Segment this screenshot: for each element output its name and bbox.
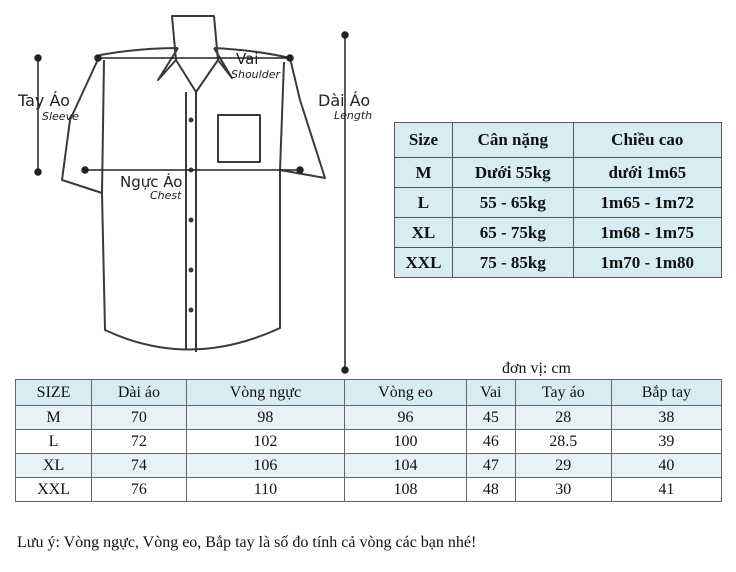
table-cell: 48 <box>466 478 515 502</box>
table-cell: 38 <box>611 406 721 430</box>
table-cell: 1m68 - 1m75 <box>573 218 721 248</box>
table-cell: 72 <box>92 430 187 454</box>
table-header-cell: Vòng eo <box>345 380 467 406</box>
table-cell: 70 <box>92 406 187 430</box>
shoulder-label: Vai <box>236 50 259 68</box>
table-cell: 55 - 65kg <box>452 188 573 218</box>
table-cell: 110 <box>186 478 344 502</box>
table-header-cell: SIZE <box>16 380 92 406</box>
table-cell: dưới 1m65 <box>573 158 721 188</box>
table-cell: 29 <box>515 454 611 478</box>
table-cell: L <box>395 188 453 218</box>
chest-sub-label: Chest <box>150 189 182 202</box>
table-header-cell: Cân nặng <box>452 123 573 158</box>
table-cell: 76 <box>92 478 187 502</box>
table-cell: 100 <box>345 430 467 454</box>
table-cell: 40 <box>611 454 721 478</box>
table-cell: 28.5 <box>515 430 611 454</box>
table-row <box>16 454 722 478</box>
table-cell: M <box>395 158 453 188</box>
table-cell: 104 <box>345 454 467 478</box>
table-cell: 1m65 - 1m72 <box>573 188 721 218</box>
shirt-diagram <box>0 0 380 375</box>
table-cell: XXL <box>16 478 92 502</box>
table-cell: M <box>16 406 92 430</box>
table-row <box>395 218 722 248</box>
table-cell: XXL <box>395 248 453 278</box>
table-cell: Dưới 55kg <box>452 158 573 188</box>
table-cell: 28 <box>515 406 611 430</box>
unit-note: đơn vị: cm <box>502 360 571 377</box>
table-header-cell: Chiều cao <box>573 123 721 158</box>
footnote: Lưu ý: Vòng ngực, Vòng eo, Bắp tay là số đo tính cả vòng các bạn nhé! <box>17 534 477 551</box>
size-weight-table <box>394 122 722 278</box>
table-cell: 98 <box>186 406 344 430</box>
table-cell: 30 <box>515 478 611 502</box>
table-cell: 39 <box>611 430 721 454</box>
sleeve-sub-label: Sleeve <box>42 110 79 123</box>
table-cell: 46 <box>466 430 515 454</box>
table-cell: XL <box>16 454 92 478</box>
table-header-cell: Tay áo <box>515 380 611 406</box>
table-cell: 106 <box>186 454 344 478</box>
table-cell: 1m70 - 1m80 <box>573 248 721 278</box>
table-cell: 102 <box>186 430 344 454</box>
table-row <box>16 478 722 502</box>
table-header-cell: Vòng ngực <box>186 380 344 406</box>
table-cell: 96 <box>345 406 467 430</box>
table-row <box>395 158 722 188</box>
length-label: Dài Áo <box>318 91 371 110</box>
measurement-table <box>15 379 722 502</box>
table-cell: 74 <box>92 454 187 478</box>
table-cell: 47 <box>466 454 515 478</box>
length-sub-label: Length <box>334 109 373 122</box>
table-cell: L <box>16 430 92 454</box>
table-cell: 65 - 75kg <box>452 218 573 248</box>
table-cell: XL <box>395 218 453 248</box>
table-header-cell: Dài áo <box>92 380 187 406</box>
table-header-cell: Size <box>395 123 453 158</box>
table-cell: 75 - 85kg <box>452 248 573 278</box>
table-header-cell: Vai <box>466 380 515 406</box>
table-header-cell: Bắp tay <box>611 380 721 406</box>
table-row <box>395 188 722 218</box>
shoulder-sub-label: Shoulder <box>231 68 280 81</box>
table-header-row <box>16 380 722 406</box>
table-row <box>395 248 722 278</box>
table-cell: 41 <box>611 478 721 502</box>
table-header-row <box>395 123 722 158</box>
table-row <box>16 430 722 454</box>
table-cell: 108 <box>345 478 467 502</box>
chest-label: Ngực Áo <box>120 173 183 191</box>
table-row <box>16 406 722 430</box>
sleeve-label: Tay Áo <box>18 91 70 110</box>
table-cell: 45 <box>466 406 515 430</box>
